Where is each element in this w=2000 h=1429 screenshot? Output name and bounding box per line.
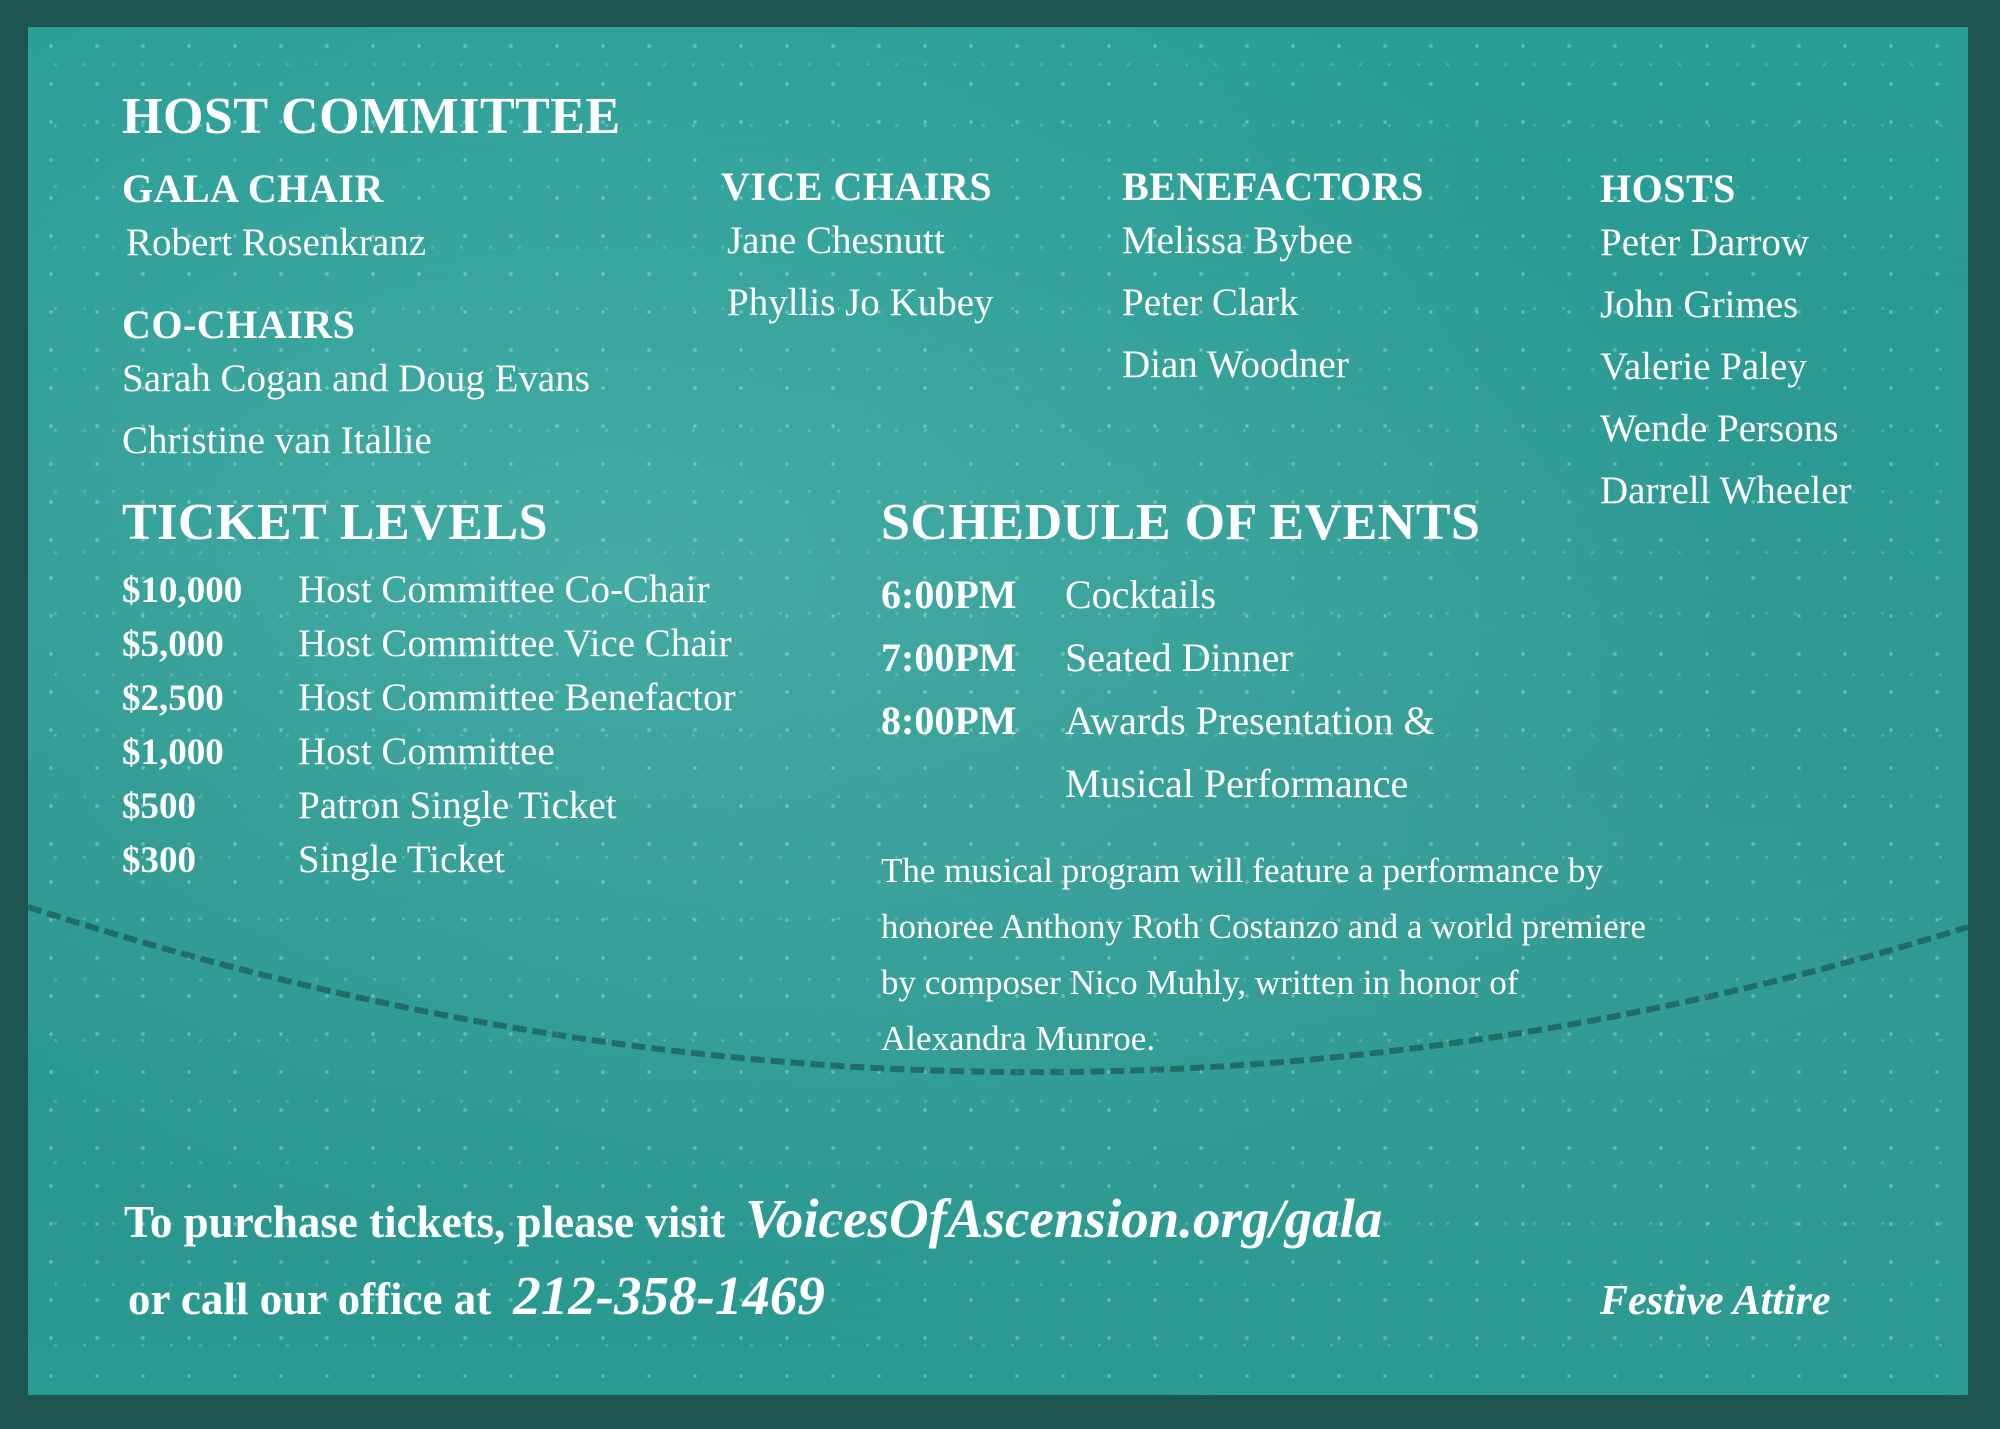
- schedule-table: [881, 571, 1435, 807]
- event-label: Seated Dinner: [1065, 635, 1293, 680]
- ticket-amount: $300: [122, 840, 196, 881]
- schedule-heading: SCHEDULE OF EVENTS: [881, 494, 1481, 551]
- call-text: or call our office at: [128, 1274, 492, 1324]
- event-label: [1065, 697, 1435, 807]
- attire-note: Festive Attire: [1600, 1278, 1831, 1324]
- ticket-level-label: Host Committee: [298, 730, 555, 773]
- gala-chair-heading: GALA CHAIR: [122, 166, 384, 211]
- gala-chair-name: Robert Rosenkranz: [126, 221, 427, 264]
- co-chair-name: Christine van Itallie: [122, 419, 432, 462]
- host-name: Peter Darrow: [1600, 221, 1809, 264]
- host-name: John Grimes: [1600, 283, 1799, 326]
- page-title: HOST COMMITTEE: [122, 88, 621, 145]
- vice-chairs-section: [721, 163, 994, 334]
- gala-chair-list: [122, 212, 426, 274]
- benefactor-name: Melissa Bybee: [1122, 219, 1353, 262]
- phone-line: [128, 1264, 825, 1327]
- event-time: 7:00PM: [881, 635, 1017, 680]
- ticket-level-label: Single Ticket: [298, 838, 505, 881]
- purchase-line: [124, 1187, 1382, 1250]
- hosts-section: [1600, 165, 1852, 522]
- benefactors-list: [1122, 210, 1424, 396]
- phone-number[interactable]: 212-358-1469: [513, 1265, 825, 1326]
- co-chairs-list: [122, 348, 590, 472]
- ticket-levels-heading: TICKET LEVELS: [122, 494, 549, 551]
- ticket-level-label: Host Committee Vice Chair: [298, 622, 732, 665]
- event-label: Cocktails: [1065, 572, 1217, 617]
- ticket-amount: $10,000: [122, 570, 243, 611]
- ticket-level-label: Host Committee Benefactor: [298, 676, 736, 719]
- co-chairs-section: [122, 301, 590, 472]
- gala-chair-section: [122, 165, 426, 274]
- benefactor-name: Dian Woodner: [1122, 343, 1349, 386]
- ticket-amount: $2,500: [122, 678, 224, 719]
- host-name: Wende Persons: [1600, 407, 1839, 450]
- benefactor-name: Peter Clark: [1122, 281, 1299, 324]
- co-chair-name: Sarah Cogan and Doug Evans: [122, 357, 590, 400]
- ticket-amount: $500: [122, 786, 196, 827]
- hosts-heading: HOSTS: [1600, 166, 1736, 211]
- event-label-line2: Musical Performance: [1065, 761, 1409, 806]
- event-time: 8:00PM: [881, 698, 1017, 743]
- benefactors-section: [1122, 163, 1424, 396]
- invitation-card: [28, 27, 1968, 1395]
- host-name: Valerie Paley: [1600, 345, 1807, 388]
- ticket-amount: $5,000: [122, 624, 224, 665]
- tickets-url-link[interactable]: VoicesOfAscension.org/gala: [745, 1188, 1383, 1249]
- host-name: Darrell Wheeler: [1600, 469, 1852, 512]
- event-label-line1: Awards Presentation &: [1065, 698, 1435, 743]
- event-time: 6:00PM: [881, 572, 1017, 617]
- ticket-level-label: Patron Single Ticket: [298, 784, 617, 827]
- vice-chair-name: Phyllis Jo Kubey: [727, 281, 994, 324]
- ticket-level-label: Host Committee Co-Chair: [298, 568, 710, 611]
- vice-chairs-heading: VICE CHAIRS: [721, 164, 993, 209]
- benefactors-heading: BENEFACTORS: [1122, 164, 1424, 209]
- co-chairs-heading: CO-CHAIRS: [122, 302, 356, 347]
- purchase-text: To purchase tickets, please visit: [124, 1197, 726, 1247]
- ticket-levels-table: [122, 567, 736, 882]
- vice-chair-name: Jane Chesnutt: [727, 219, 945, 262]
- hosts-list: [1600, 212, 1852, 522]
- ticket-amount: $1,000: [122, 732, 224, 773]
- vice-chairs-list: [727, 210, 994, 334]
- program-description: The musical program will feature a performance by honoree Anthony Roth Costanzo and a world premiere by composer Nico Muhly, written in honor of Alexandra Munroe.: [881, 851, 1646, 1058]
